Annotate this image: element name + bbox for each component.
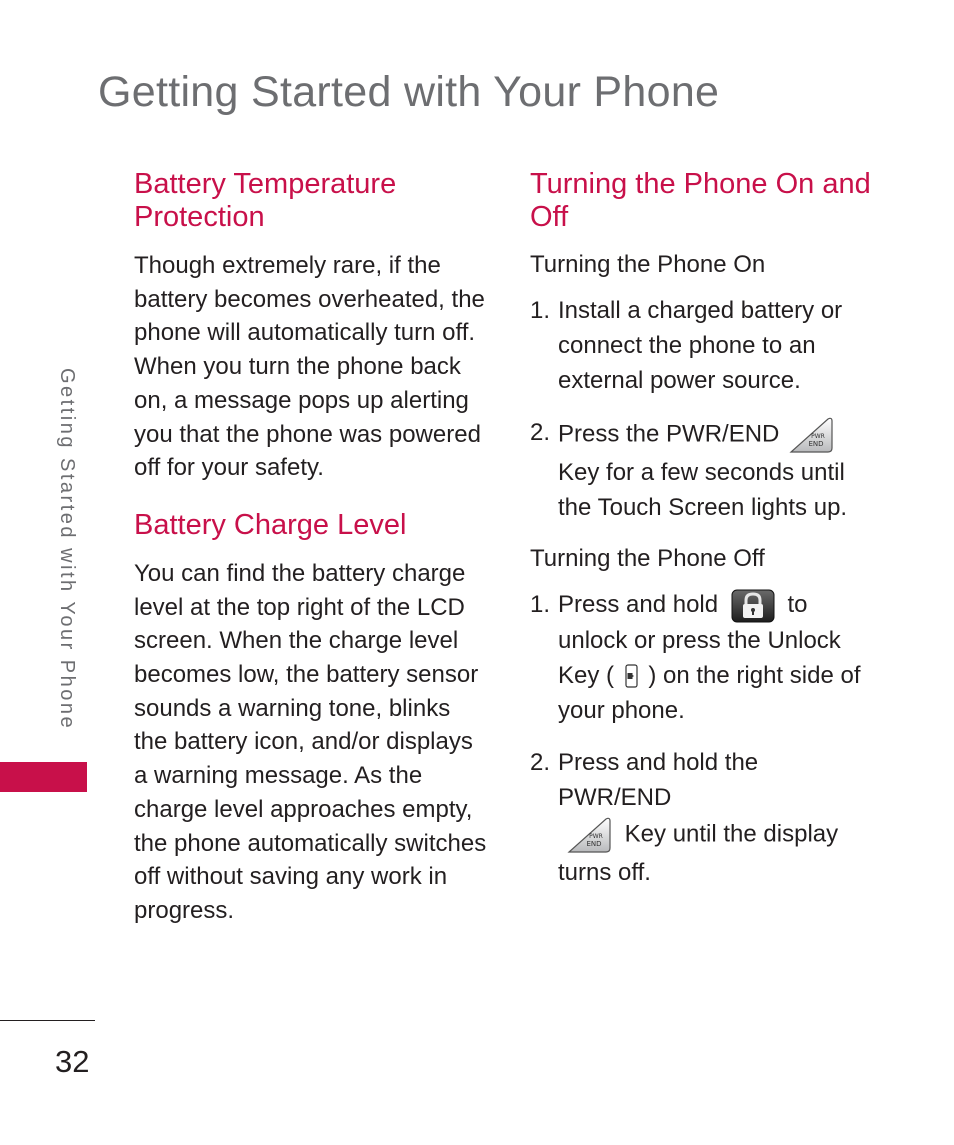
step-text: Press and hold the PWR/END [558, 748, 759, 811]
battery-charge-text: You can find the battery charge level at the top right of the LCD screen. When the charge level becomes low, the battery sensor sounds a warning tone, blinks the battery icon, and/or displays a warning message. As the charge level approaches empty, the phone automatically switches off without saving any work in progress. [134, 559, 487, 924]
right-column [530, 168, 875, 907]
page-number: 32 [55, 1044, 90, 1079]
unlock-key-icon [625, 664, 638, 688]
list-item [530, 745, 875, 890]
step-text: Press the PWR/END [558, 420, 780, 448]
turning-phone-off-subheading: Turning the Phone Off [530, 545, 765, 572]
key-label-top: PWR [589, 832, 603, 840]
side-tab-marker [0, 762, 87, 792]
turning-off-steps [530, 587, 875, 890]
step-text: Press and hold [558, 591, 719, 618]
step-number: 1. [530, 591, 551, 618]
step-text: ) on the right side of your phone. [558, 661, 861, 724]
turning-phone-on-off-heading: Turning the Phone On and Off [530, 168, 871, 233]
pwr-end-key-icon [788, 415, 834, 455]
lock-icon [731, 589, 775, 623]
step-text: Key until the display turns off. [558, 820, 839, 886]
list-item [530, 293, 875, 398]
turning-on-steps [530, 293, 875, 525]
battery-temperature-heading: Battery Temperature Protection [134, 168, 397, 233]
list-item [530, 415, 875, 525]
step-text: to unlock or press the Unlock Key ( [558, 591, 841, 689]
key-label-bottom: END [808, 440, 824, 448]
footer-rule [0, 1020, 95, 1021]
battery-temperature-text: Though extremely rare, if the battery becomes overheated, the phone will automatically turn off. When you turn the phone back on, a message pops up alerting you that the phone was powered off for your safety. [134, 252, 485, 482]
page-title: Getting Started with Your Phone [98, 68, 720, 116]
side-tab-label: Getting Started with Your Phone [56, 368, 78, 731]
key-label-bottom: END [586, 839, 602, 848]
pwr-end-key-icon [566, 815, 612, 855]
battery-charge-heading: Battery Charge Level [134, 508, 407, 541]
step-text: Key for a few seconds until the Touch Screen lights up. [558, 459, 848, 521]
step-number: 2. [530, 748, 551, 776]
step-number: 2. [530, 419, 551, 446]
step-text: Install a charged battery or connect the phone to an external power source. [558, 297, 843, 394]
key-label-top: PWR [811, 433, 825, 440]
left-column [134, 168, 489, 928]
step-number: 1. [530, 297, 551, 324]
list-item [530, 587, 875, 728]
turning-phone-on-subheading: Turning the Phone On [530, 251, 766, 278]
